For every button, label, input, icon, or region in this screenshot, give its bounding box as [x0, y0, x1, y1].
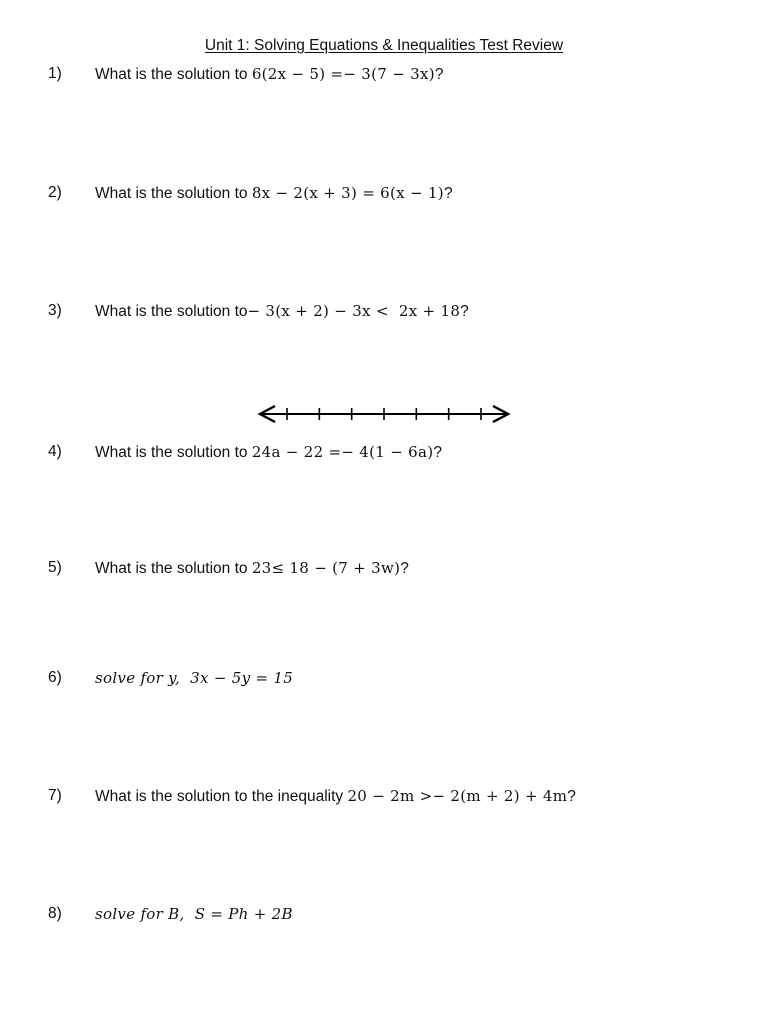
- question-math: 23≤ 18 − (7 + 3w): [251, 559, 401, 577]
- question-tail: ?: [443, 185, 453, 202]
- question-lead: What is the solution to: [95, 185, 252, 202]
- question-5: [0, 559, 768, 583]
- question-text: [95, 559, 409, 578]
- question-number: 2): [48, 184, 62, 201]
- number-line: [255, 400, 515, 428]
- question-text: [95, 905, 293, 924]
- page-title: Unit 1: Solving Equations & Inequalities Test Review: [204, 37, 564, 54]
- question-number: 1): [48, 65, 62, 82]
- question-lead: What is the solution to: [95, 560, 252, 577]
- question-math: solve for y, 3x − 5y = 15: [95, 669, 294, 687]
- question-8: [0, 905, 768, 929]
- question-number: 3): [48, 302, 62, 319]
- question-number: 5): [48, 559, 62, 576]
- question-tail: ?: [433, 444, 443, 461]
- question-number: 6): [48, 669, 62, 686]
- question-math: 8x − 2(x + 3) = 6(x − 1): [251, 184, 444, 202]
- question-tail: ?: [567, 788, 576, 805]
- question-lead: What is the solution to the inequality: [95, 788, 348, 805]
- question-tail: ?: [434, 66, 444, 83]
- question-math: − 3(x + 2) − 3x < 2x + 18: [247, 302, 461, 320]
- question-text: [95, 669, 293, 688]
- question-text: [95, 443, 442, 462]
- question-3: [0, 302, 768, 326]
- question-7: [0, 787, 768, 811]
- question-number: 7): [48, 787, 62, 804]
- question-tail: ?: [460, 303, 469, 320]
- question-tail: ?: [400, 560, 409, 577]
- question-2: [0, 184, 768, 208]
- question-text: [95, 302, 469, 321]
- question-number: 4): [48, 443, 62, 460]
- question-text: [95, 787, 576, 806]
- question-1: [0, 65, 768, 89]
- question-math: 6(2x − 5) =− 3(7 − 3x): [251, 65, 435, 83]
- question-6: [0, 669, 768, 693]
- question-lead: What is the solution to: [95, 66, 252, 83]
- question-text: [95, 65, 444, 84]
- question-lead: What is the solution to: [95, 303, 248, 320]
- question-lead: What is the solution to: [95, 444, 252, 461]
- question-math: 20 − 2m >− 2(m + 2) + 4m: [347, 787, 568, 805]
- question-4: [0, 443, 768, 467]
- question-number: 8): [48, 905, 62, 922]
- question-text: [95, 184, 453, 203]
- question-math: 24a − 22 =− 4(1 − 6a): [251, 443, 434, 461]
- question-math: solve for B, S = Ph + 2B: [95, 905, 293, 923]
